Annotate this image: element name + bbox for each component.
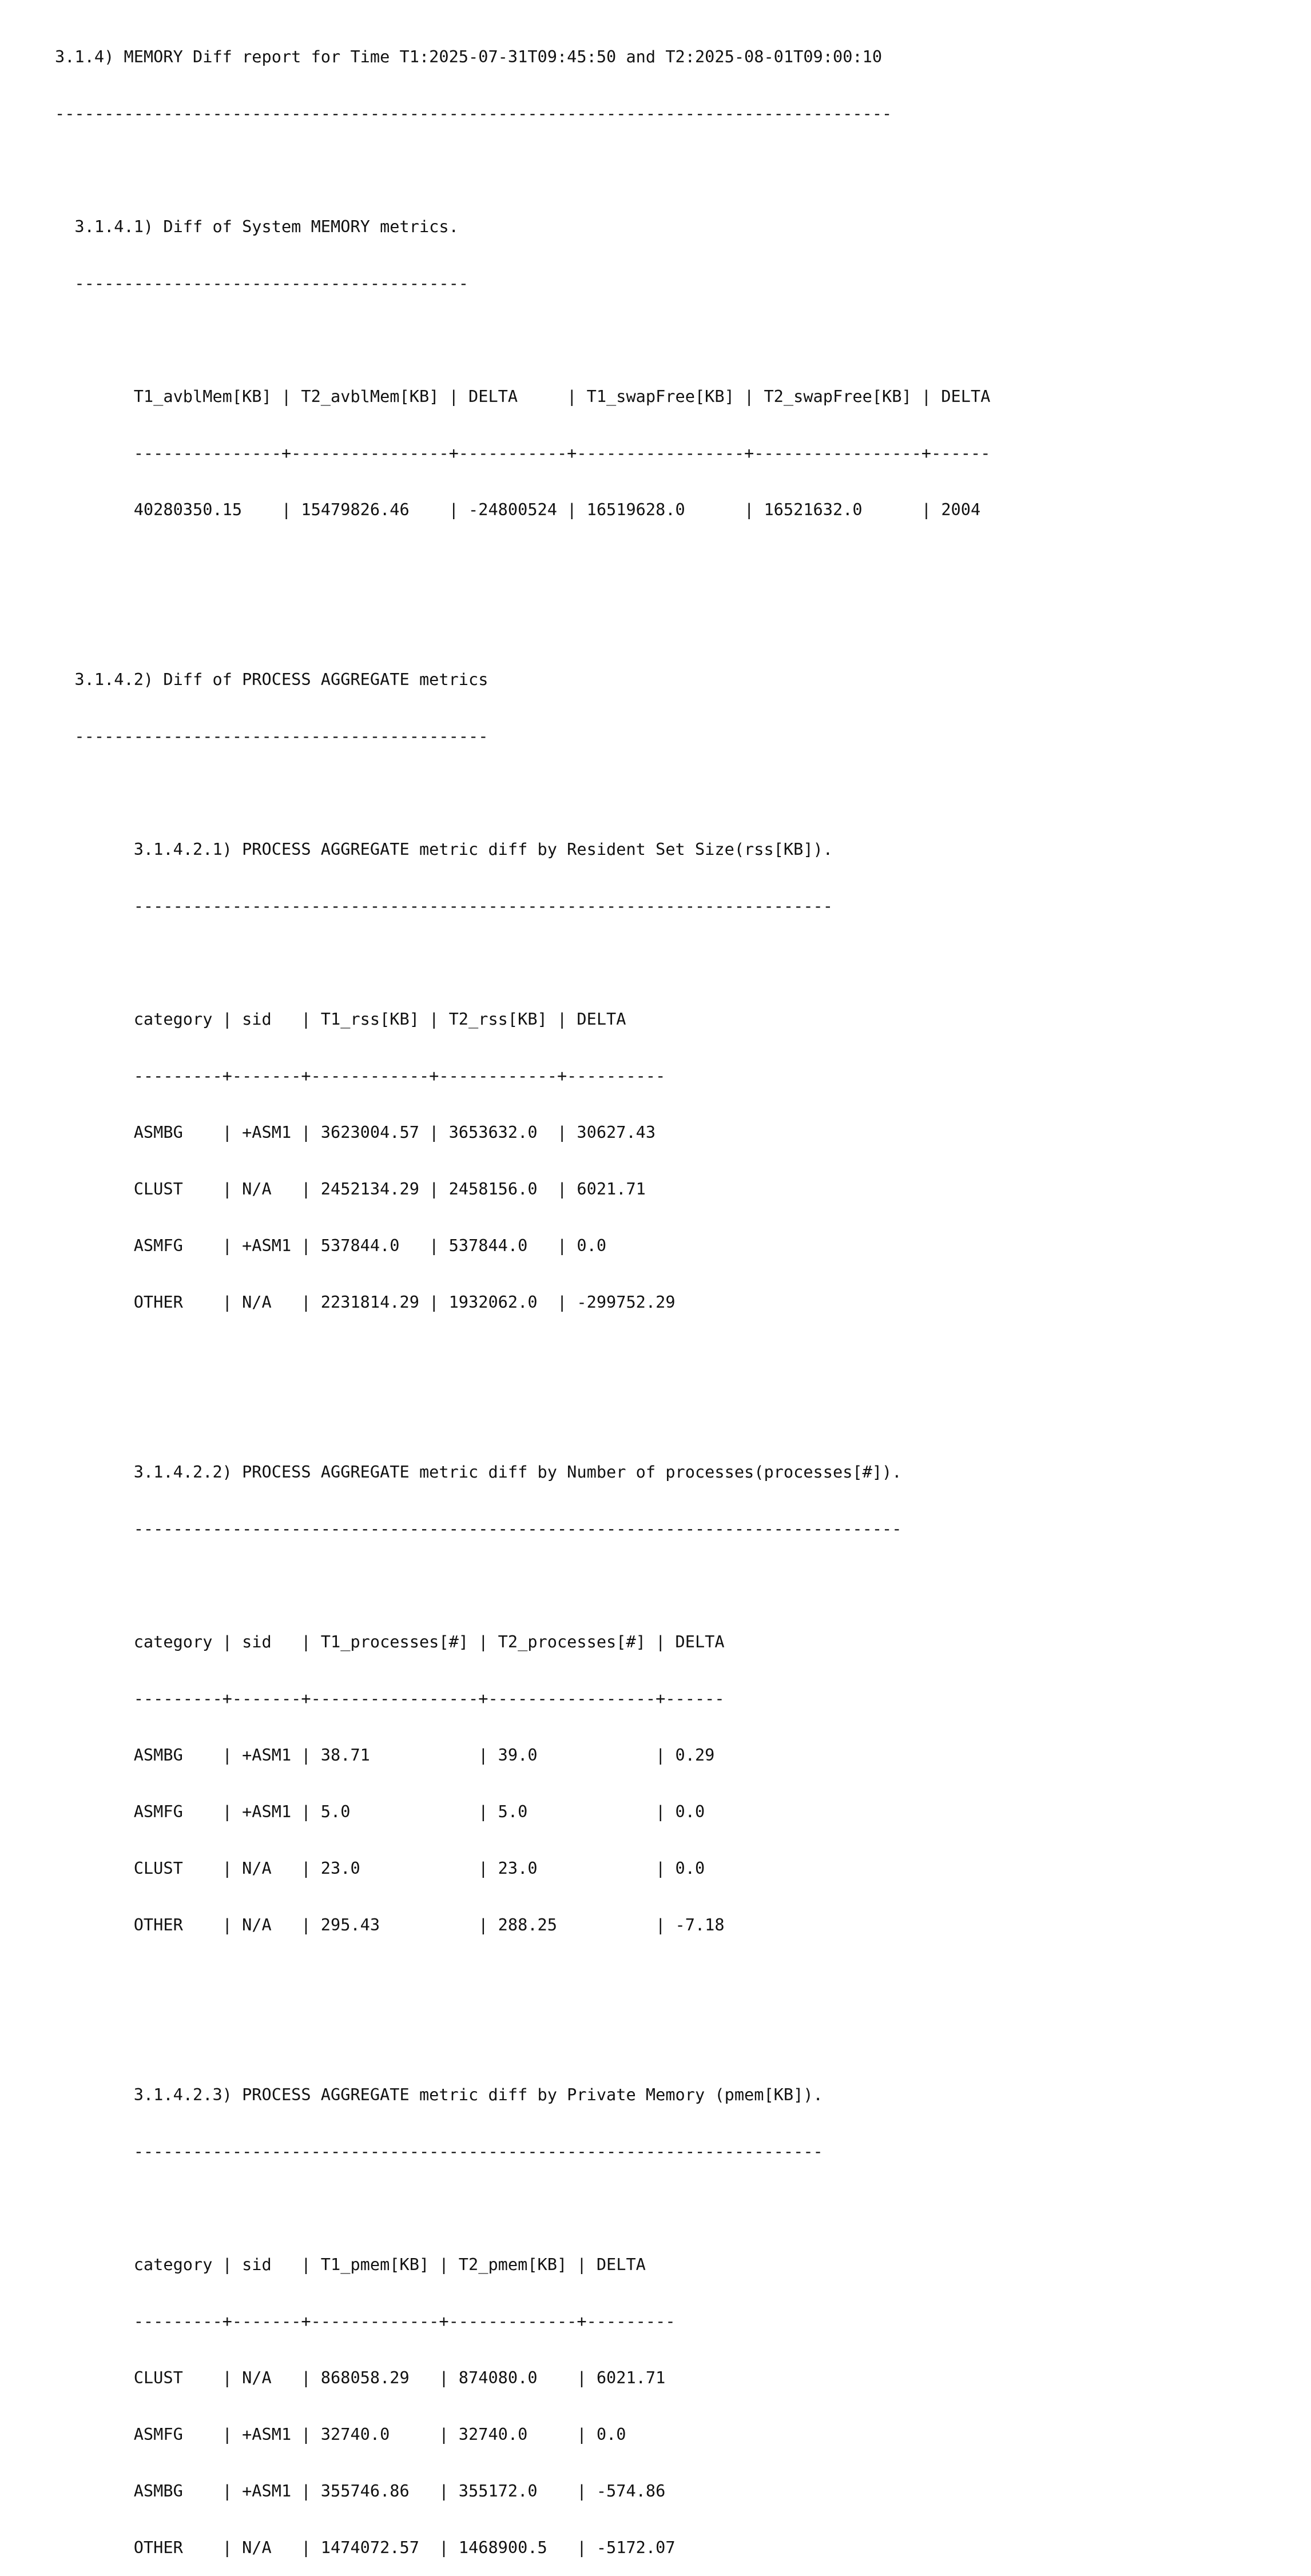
rss-table-header: category | sid | T1_rss[KB] | T2_rss[KB] | DELTA — [55, 1009, 626, 1029]
rss-table-row: CLUST | N/A | 2452134.29 | 2458156.0 | 6021.71 — [55, 1179, 646, 1199]
blank-line — [55, 1576, 990, 1595]
rss-table-row: ASMFG | +ASM1 | 537844.0 | 537844.0 | 0.0 — [55, 1236, 607, 1255]
processes-table-row: OTHER | N/A | 295.43 | 288.25 | -7.18 — [55, 1915, 725, 1934]
pmem-table-separator: ---------+-------+-------------+-------------+--------- — [55, 2311, 676, 2331]
system-memory-table-row: 40280350.15 | 15479826.46 | -24800524 | 16519628.0 | 16521632.0 | 2004 — [55, 500, 981, 519]
processes-table-separator: ---------+-------+-----------------+-----------------+------ — [55, 1689, 725, 1708]
section-heading-system-memory: 3.1.4.1) Diff of System MEMORY metrics. — [55, 217, 459, 236]
processes-table-row: ASMBG | +ASM1 | 38.71 | 39.0 | 0.29 — [55, 1745, 715, 1765]
section-underline: ---------------------------------------- — [55, 273, 469, 293]
memory-diff-report — [55, 10, 990, 2576]
system-memory-table-header: T1_avblMem[KB] | T2_avblMem[KB] | DELTA | T1_swapFree[KB] | T2_swapFree[KB] | DELTA — [55, 387, 991, 406]
processes-table-row: CLUST | N/A | 23.0 | 23.0 | 0.0 — [55, 1858, 705, 1878]
section-underline: ------------------------------------------ — [55, 726, 488, 746]
blank-line — [55, 1406, 990, 1425]
blank-line — [55, 953, 990, 972]
blank-line — [55, 783, 990, 802]
pmem-table-row: CLUST | N/A | 868058.29 | 874080.0 | 6021.71 — [55, 2368, 666, 2387]
rss-table-separator: ---------+-------+------------+------------+---------- — [55, 1066, 666, 1085]
subsection-heading-processes: 3.1.4.2.2) PROCESS AGGREGATE metric diff by Number of processes(processes[#]). — [55, 1462, 902, 1482]
blank-line — [55, 2199, 990, 2217]
report-title: 3.1.4) MEMORY Diff report for Time T1:2025-07-31T09:45:50 and T2:2025-08-01T09:00:10 — [55, 47, 883, 66]
rss-table-row: OTHER | N/A | 2231814.29 | 1932062.0 | -299752.29 — [55, 1292, 676, 1312]
rss-table-row: ASMBG | +ASM1 | 3623004.57 | 3653632.0 | 30627.43 — [55, 1122, 656, 1142]
blank-line — [55, 614, 990, 632]
pmem-table-row: OTHER | N/A | 1474072.57 | 1468900.5 | -5172.07 — [55, 2538, 676, 2557]
system-memory-table-separator: ---------------+----------------+-----------+-----------------+-----------------+------ — [55, 443, 991, 463]
blank-line — [55, 1349, 990, 1368]
subsection-heading-rss: 3.1.4.2.1) PROCESS AGGREGATE metric diff by Resident Set Size(rss[KB]). — [55, 839, 833, 859]
processes-table-header: category | sid | T1_processes[#] | T2_processes[#] | DELTA — [55, 1632, 725, 1651]
pmem-table-row: ASMFG | +ASM1 | 32740.0 | 32740.0 | 0.0 — [55, 2424, 626, 2444]
blank-line — [55, 557, 990, 576]
subsection-underline: ---------------------------------------------------------------------- — [55, 2141, 823, 2161]
section-heading-process-aggregate: 3.1.4.2) Diff of PROCESS AGGREGATE metrics — [55, 670, 488, 689]
blank-line — [55, 331, 990, 349]
pmem-table-header: category | sid | T1_pmem[KB] | T2_pmem[KB] | DELTA — [55, 2255, 646, 2274]
subsection-heading-pmem: 3.1.4.2.3) PROCESS AGGREGATE metric diff by Private Memory (pmem[KB]). — [55, 2085, 823, 2104]
title-underline: ------------------------------------------------------------------------------------- — [55, 103, 892, 123]
blank-line — [55, 2029, 990, 2048]
pmem-table-row: ASMBG | +ASM1 | 355746.86 | 355172.0 | -574.86 — [55, 2481, 666, 2501]
blank-line — [55, 161, 990, 180]
subsection-underline: ------------------------------------------------------------------------------ — [55, 1519, 902, 1538]
blank-line — [55, 1972, 990, 1991]
subsection-underline: ----------------------------------------------------------------------- — [55, 896, 833, 915]
processes-table-row: ASMFG | +ASM1 | 5.0 | 5.0 | 0.0 — [55, 1802, 705, 1821]
